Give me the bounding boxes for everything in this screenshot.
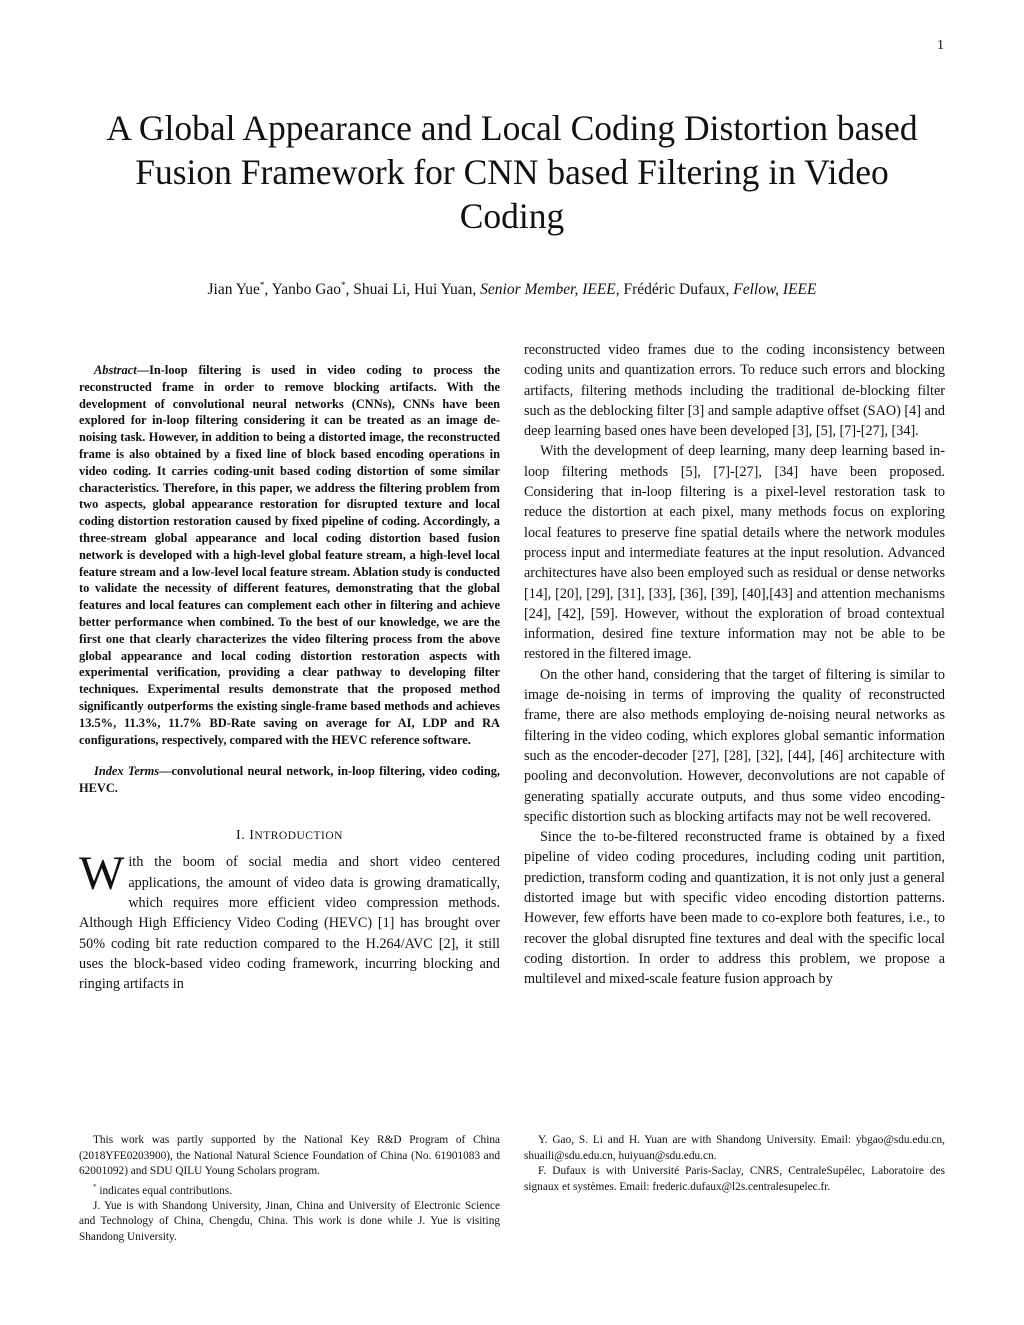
abstract-label: Abstract bbox=[94, 363, 137, 377]
section-title-rest: NTRODUCTION bbox=[254, 830, 343, 843]
equal-contribution-mark: * bbox=[259, 280, 265, 290]
footnote-equal-text: indicates equal contributions. bbox=[96, 1184, 233, 1197]
author-line bbox=[60, 280, 964, 299]
author-separator: , bbox=[264, 281, 272, 299]
author-names: , Shuai Li, Hui Yuan, bbox=[345, 281, 481, 299]
intro-paragraph-2: With the development of deep learning, many deep learning based in-loop filtering methods [5], [7]-[27], [34] have been proposed. Considering that in-loop filtering is a pixel-level restoration task to reduce the distortion at each pixel, many methods focus on exploring local features to preserve fine spatial details where the network modules process input and intermediate features at the input resolution. Advanced architectures have also been employed such as residual or dense networks [14], [20], [29], [31], [33], [36], [39], [40],[43] and attention mechanisms [24], [42], [59]. However, without the exploration of broad contextual information, desired fine texture information may not be able to be restored in the filtered image. bbox=[524, 443, 945, 663]
abstract bbox=[79, 362, 500, 748]
equal-contribution-mark: * bbox=[341, 280, 346, 290]
intro-paragraph-1-text: ith the boom of social media and short video centered applications, the amount of video data is growing dramatically, which requires more efficient video compression methods. Although High Efficiency Video Coding (HEVC) [1] has brought over 50% coding bit rate reduction compared to the H.264/AVC [2], it still uses the block-based video coding framework, incurring blocking and ringing artifacts in bbox=[79, 854, 500, 993]
index-terms bbox=[79, 763, 500, 797]
footnotes-right bbox=[524, 1133, 945, 1195]
index-terms-label: Index Terms bbox=[94, 764, 160, 779]
paper-title: A Global Appearance and Local Coding Distortion based Fusion Framework for CNN based Filtering in Video Coding bbox=[106, 108, 918, 236]
section-numeral: I. bbox=[236, 828, 250, 844]
index-terms-text: convolutional neural network, in-loop filtering, video coding, HEVC. bbox=[79, 764, 500, 796]
abstract-dash: — bbox=[136, 363, 150, 377]
footnote-equal-contribution bbox=[79, 1180, 500, 1199]
left-column bbox=[79, 340, 500, 994]
section-heading-introduction bbox=[79, 828, 500, 844]
right-column bbox=[524, 340, 945, 990]
footnote-funding: This work was partly supported by the National Key R&D Program of China (2018YFE0203900), the National Natural Science Foundation of China (No. 61901083 and 62001092) and SDU QILU Young Scholars program. bbox=[79, 1134, 500, 1177]
footnote-affiliation-dufaux: F. Dufaux is with Université Paris-Saclay, CNRS, CentraleSupélec, Laboratoire des signaux et systèmes. Email: frederic.dufaux@l2s.centralesupelec.fr. bbox=[524, 1165, 945, 1193]
intro-paragraph-4: Since the to-be-filtered reconstructed frame is obtained by a fixed pipeline of video coding procedures, including coding unit partition, prediction, transform coding and quantization, it is not only just a general distorted image but with specific video encoding distortion patterns. However, few efforts have been made to co-explore both features, i.e., to recover the global disrupted fine textures and deal with the specific local coding distortion. In order to address this problem, we propose a multilevel and mixed-scale feature fusion approach by bbox=[524, 829, 945, 988]
footnote-affiliation-gao: Y. Gao, S. Li and H. Yuan are with Shandong University. Email: ybgao@sdu.edu.cn, shuaili@sdu.edu.cn, huiyuan@sdu.edu.cn. bbox=[524, 1134, 945, 1162]
author-name: Jian Yue bbox=[207, 281, 260, 299]
intro-paragraph-1-continued: reconstructed video frames due to the coding inconsistency between coding units and quantization errors. To reduce such errors and blocking artifacts, filtering methods including the traditional de-blocking filter such as the deblocking filter [3] and sample adaptive offset (SAO) [4] and deep learning based ones have been developed [3], [5], [7]-[27], [34]. bbox=[524, 342, 945, 440]
section-first-letter: I bbox=[249, 828, 255, 844]
page-number: 1 bbox=[937, 38, 944, 53]
drop-cap: W bbox=[79, 847, 125, 901]
author-title: Fellow, IEEE bbox=[733, 281, 817, 299]
abstract-text: In-loop filtering is used in video coding to process the reconstructed frame in order to remove blocking artifacts. With the development of convolutional neural networks (CNNs), CNNs have been explored for in-loop filtering considering it can be treated as an image de-noising task. However, in addition to being a distorted image, the reconstructed frame is also obtained by a fixed line of block based encoding operations in video coding. It carries coding-unit based coding distortion of some similar characteristics. Therefore, in this paper, we address the filtering problem from two aspects, global appearance restoration for disrupted texture and local coding distortion restoration caused by fixed pipeline of coding. Accordingly, a three-stream global appearance and local coding distortion based fusion network is developed with a high-level global feature stream, a high-level local feature stream and a low-level local feature stream. Ablation study is conducted to validate the necessity of different features, demonstrating that the global features and local features can complement each other in filtering and achieve better performance when combined. To the best of our knowledge, we are the first one that clearly characterizes the video filtering process from the above global appearance and local coding distortion restoration aspects with experimental verification, providing a clear pathway to developing filter techniques. Experimental results demonstrate that the proposed method significantly outperforms the existing single-frame based methods and achieves 13.5%, 11.3%, 11.7% BD-Rate saving on average for AI, LDP and RA configurations, respectively, compared with the HEVC reference software. bbox=[79, 363, 500, 747]
footnote-affiliation-yue: J. Yue is with Shandong University, Jinan, China and University of Electronic Science and Technology of China, Chengdu, China. This work is done while J. Yue is visiting Shandong University. bbox=[79, 1199, 500, 1243]
footnote-mark: * bbox=[93, 1182, 97, 1191]
author-title: Senior Member, IEEE bbox=[480, 281, 616, 299]
author-name: Yanbo Gao bbox=[271, 281, 342, 299]
intro-paragraph-3: On the other hand, considering that the target of filtering is similar to image de-noising in terms of improving the quality of reconstructed frame, there are also methods employing de-noising neural networks as filtering in the video coding, which explores global semantic information such as the encoder-decoder [27], [28], [32], [44], [46] architecture with pooling and deconvolution. However, deconvolutions are not capable of generating spatially accurate outputs, and thus some video encoding-specific distortion such as blocking artifacts may not be well recovered. bbox=[524, 666, 945, 825]
author-names: , Frédéric Dufaux, bbox=[615, 281, 734, 299]
index-terms-dash: — bbox=[159, 764, 172, 779]
intro-paragraph-1 bbox=[79, 847, 500, 994]
footnotes-left bbox=[79, 1133, 500, 1245]
